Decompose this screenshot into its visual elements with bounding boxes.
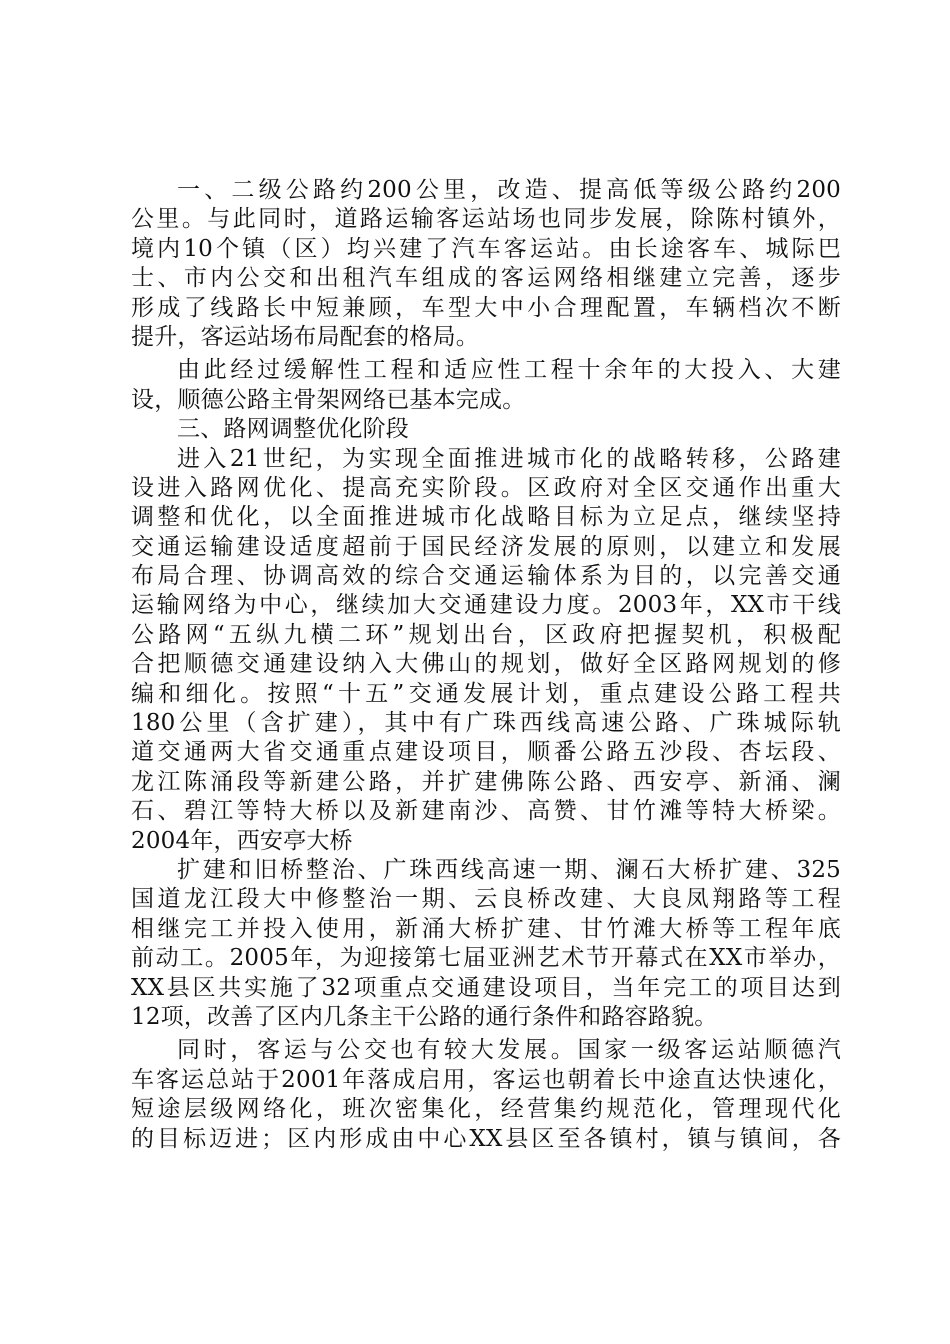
document-body [131,176,841,1154]
paragraph [131,176,841,352]
text-line: 三、路网调整优化阶段 [177,416,409,443]
text-line: XX县区共实施了32项重点交通建设项目，当年完工的项目达到 [131,974,841,1001]
text-line: 运输网络为中心，继续加大交通建设力度。2003年，XX市干线 [131,592,841,619]
text-line: 国道龙江段大中修整治一期、云良桥改建、大良凤翔路等工程 [131,886,841,913]
text-line: 形成了线路长中短兼顾，车型大中小合理配置，车辆档次不断 [131,294,841,321]
text-line: 合把顺德交通建设纳入大佛山的规划，做好全区路网规划的修 [131,651,841,678]
text-line: 公路网“五纵九横二环”规划出台，区政府把握契机，积极配 [131,621,841,648]
text-line: 180公里（含扩建），其中有广珠西线高速公路、广珠城际轨 [131,710,841,737]
paragraph [131,856,841,1032]
text-line: 车客运总站于2001年落成启用，客运也朝着长中途直达快速化， [131,1066,841,1093]
text-line: 布局合理、协调高效的综合交通运输体系为目的，以完善交通 [131,563,841,590]
text-line: 境内10个镇（区）均兴建了汽车客运站。由长途客车、城际巴 [131,235,841,262]
text-line: 同时，客运与公交也有较大发展。国家一级客运站顺德汽 [177,1037,841,1064]
text-line: 设进入路网优化、提高充实阶段。区政府对全区交通作出重大 [131,474,841,501]
text-line: 士、市内公交和出租汽车组成的客运网络相继建立完善，逐步 [131,265,841,292]
text-line: 由此经过缓解性工程和适应性工程十余年的大投入、大建 [177,357,841,384]
text-line: 龙江陈涌段等新建公路，并扩建佛陈公路、西安亭、新涌、澜 [131,768,841,795]
text-line: 的目标迈进；区内形成由中心XX县区至各镇村，镇与镇间，各 [131,1125,841,1152]
text-line: 一、二级公路约200公里，改造、提高低等级公路约200 [177,177,841,203]
text-line: 扩建和旧桥整治、广珠西线高速一期、澜石大桥扩建、325 [177,856,841,883]
text-line: 2004年，西安亭大桥 [131,827,353,854]
text-line: 设，顺德公路主骨架网络已基本完成。 [131,386,526,413]
text-line: 短途层级网络化，班次密集化，经营集约规范化，管理现代化 [131,1096,841,1123]
text-line: 道交通两大省交通重点建设项目，顺番公路五沙段、杏坛段、 [131,739,841,766]
text-line: 石、碧江等特大桥以及新建南沙、高赞、甘竹滩等特大桥梁。 [131,798,841,825]
text-line: 进入21世纪，为实现全面推进城市化的战略转移，公路建 [177,445,841,472]
text-line: 调整和优化，以全面推进城市化战略目标为立足点，继续坚持 [131,504,841,531]
text-line: 前动工。2005年，为迎接第七届亚洲艺术节开幕式在XX市举办， [131,945,841,972]
section-heading [131,415,841,444]
paragraph [131,1036,841,1154]
text-line: 相继完工并投入使用，新涌大桥扩建、甘竹滩大桥等工程年底 [131,915,841,942]
text-line: 编和细化。按照“十五”交通发展计划，重点建设公路工程共 [131,680,841,707]
paragraph [131,356,841,415]
text-line: 交通运输建设适度超前于国民经济发展的原则，以建立和发展 [131,533,841,560]
text-line: 12项，改善了区内几条主干公路的通行条件和路容路貌。 [131,1003,718,1030]
text-line: 提升，客运站场布局配套的格局。 [131,323,479,350]
text-line: 公里。与此同时，道路运输客运站场也同步发展，除陈村镇外， [131,206,841,233]
paragraph [131,445,841,856]
